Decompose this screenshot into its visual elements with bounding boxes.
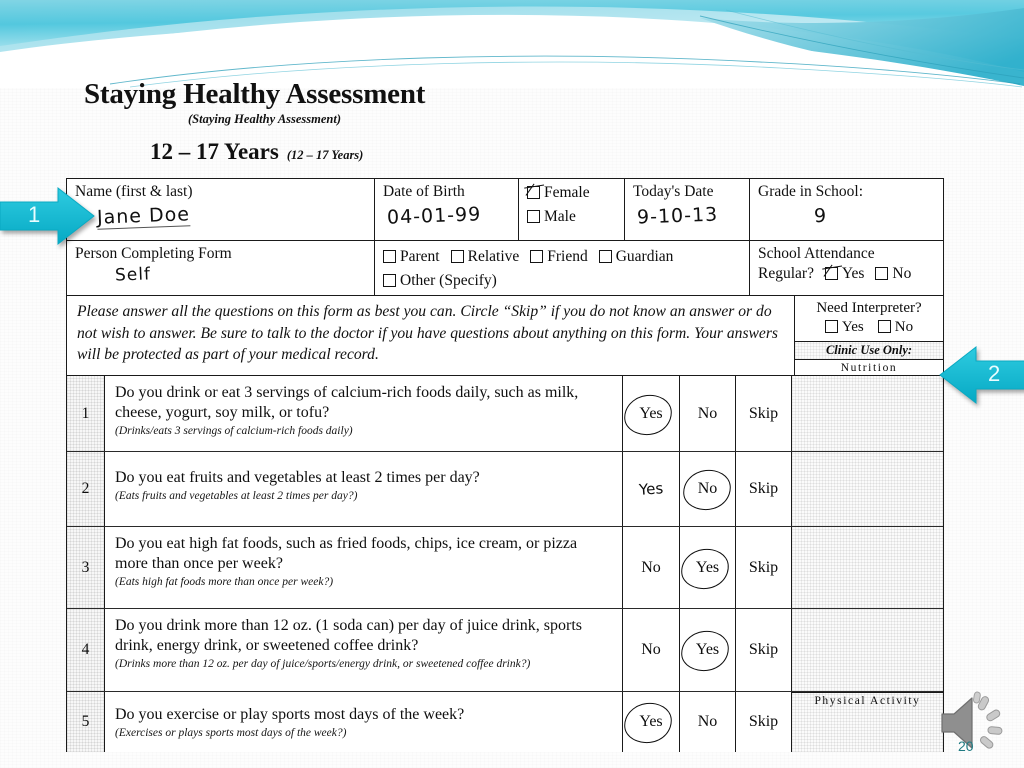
page-title: Staying Healthy Assessment bbox=[84, 78, 426, 110]
section-divider bbox=[792, 692, 943, 693]
header-row-1 bbox=[67, 179, 943, 241]
answer-label: Skip bbox=[748, 713, 779, 730]
answer-option-no[interactable] bbox=[679, 452, 735, 526]
attendance-option-no[interactable] bbox=[875, 262, 911, 286]
clinic-section-physical-activity-label: Physical Activity bbox=[814, 695, 921, 707]
checkbox-other-icon[interactable] bbox=[383, 274, 396, 287]
relationship-option-friend[interactable] bbox=[530, 245, 587, 269]
attendance-option-yes-label: Yes bbox=[841, 265, 865, 282]
answer-label: No bbox=[697, 404, 718, 422]
answer-label: Yes bbox=[635, 711, 666, 733]
answer-option-yes[interactable] bbox=[679, 609, 735, 691]
attendance-option-no-label: No bbox=[892, 265, 912, 282]
answer-option-skip[interactable] bbox=[735, 452, 791, 526]
name-value: Jane Doe bbox=[96, 203, 191, 229]
interpreter-option-yes-label: Yes bbox=[841, 319, 864, 335]
relationship-option-friend-label: Friend bbox=[547, 248, 588, 265]
interpreter-option-no-label: No bbox=[894, 319, 914, 335]
relationship-option-guardian-label: Guardian bbox=[615, 248, 674, 265]
field-school-attendance[interactable] bbox=[749, 241, 943, 295]
checkbox-parent-icon[interactable] bbox=[383, 250, 396, 263]
answer-option-yes[interactable] bbox=[623, 452, 679, 526]
sex-option-female[interactable] bbox=[527, 181, 616, 205]
interpreter-option-yes[interactable] bbox=[825, 319, 864, 335]
question-text: Do you drink or eat 3 servings of calcium-rich foods daily, such as milk, cheese, yogurt, soy milk, or tofu? bbox=[115, 384, 579, 421]
checkbox-female-icon[interactable] bbox=[527, 186, 540, 199]
answer-option-no[interactable] bbox=[679, 376, 735, 451]
answer-label: Yes bbox=[692, 557, 723, 579]
todays-date-label: Today's Date bbox=[633, 183, 714, 200]
table-row bbox=[67, 692, 943, 752]
clinic-use-cell[interactable] bbox=[791, 376, 943, 451]
interpreter-question: Need Interpreter? bbox=[816, 300, 922, 316]
grade-value: 9 bbox=[813, 204, 828, 228]
question-text: Do you eat high fat foods, such as fried foods, chips, ice cream, or pizza more than once per week? bbox=[115, 535, 578, 572]
clinic-use-cell[interactable] bbox=[791, 609, 943, 691]
clinic-use-only-label: Clinic Use Only: bbox=[795, 341, 943, 360]
question-number: 1 bbox=[67, 376, 105, 451]
answer-option-yes[interactable] bbox=[679, 527, 735, 608]
callout-arrow-1 bbox=[0, 186, 96, 246]
answer-label: Skip bbox=[748, 641, 779, 658]
callout-arrow-2 bbox=[938, 345, 1024, 405]
sex-option-male-label: Male bbox=[544, 208, 576, 225]
age-range: 12 – 17 Years bbox=[150, 139, 279, 164]
question-text-cell bbox=[105, 609, 623, 691]
question-number: 3 bbox=[67, 527, 105, 608]
header-row-2 bbox=[67, 241, 943, 295]
question-number: 2 bbox=[67, 452, 105, 526]
checkbox-friend-icon[interactable] bbox=[530, 250, 543, 263]
field-relationship[interactable] bbox=[374, 241, 749, 295]
table-row bbox=[67, 452, 943, 527]
checkbox-male-icon[interactable] bbox=[527, 210, 540, 223]
grade-label: Grade in School: bbox=[758, 183, 864, 200]
answer-option-skip[interactable] bbox=[735, 609, 791, 691]
relationship-option-relative[interactable] bbox=[451, 245, 520, 269]
question-text-cell bbox=[105, 452, 623, 526]
table-row bbox=[67, 527, 943, 609]
field-todays-date[interactable] bbox=[624, 179, 749, 240]
clinic-use-cell-physical-activity[interactable] bbox=[791, 692, 943, 752]
sex-option-female-label: Female bbox=[544, 184, 590, 201]
question-number: 4 bbox=[67, 609, 105, 691]
table-row bbox=[67, 376, 943, 452]
answer-label: Skip bbox=[748, 480, 779, 497]
interpreter-block bbox=[795, 296, 943, 375]
questions-table bbox=[66, 376, 944, 752]
question-text-cell bbox=[105, 376, 623, 451]
field-name[interactable] bbox=[67, 179, 374, 240]
dob-label: Date of Birth bbox=[383, 183, 465, 200]
answer-option-yes[interactable] bbox=[623, 692, 679, 752]
name-label: Name (first & last) bbox=[75, 183, 193, 200]
clinic-use-cell[interactable] bbox=[791, 452, 943, 526]
answer-option-skip[interactable] bbox=[735, 527, 791, 608]
question-paraphrase: (Drinks/eats 3 servings of calcium-rich foods daily) bbox=[115, 425, 353, 437]
callout-1-label: 1 bbox=[28, 202, 41, 227]
decorative-banner bbox=[0, 0, 1024, 88]
answer-option-no[interactable] bbox=[679, 692, 735, 752]
answer-label: Yes bbox=[635, 403, 666, 425]
interpreter-option-no[interactable] bbox=[878, 319, 913, 335]
interpreter-options[interactable] bbox=[795, 317, 943, 336]
question-paraphrase: (Eats high fat foods more than once per week?) bbox=[115, 576, 334, 588]
todays-date-value: 9-10-13 bbox=[636, 203, 719, 229]
answer-option-no[interactable] bbox=[623, 527, 679, 608]
callout-2-label: 2 bbox=[988, 361, 1001, 386]
attendance-options-row[interactable] bbox=[758, 262, 935, 286]
sex-option-male[interactable] bbox=[527, 205, 616, 229]
attendance-question: Regular? bbox=[758, 265, 814, 282]
dob-value: 04-01-99 bbox=[386, 203, 482, 229]
title-block bbox=[84, 78, 704, 165]
checkbox-interpreter-yes-icon[interactable] bbox=[825, 320, 838, 333]
checkbox-interpreter-no-icon[interactable] bbox=[878, 320, 891, 333]
relationship-option-relative-label: Relative bbox=[467, 248, 520, 265]
clinic-use-cell[interactable] bbox=[791, 527, 943, 608]
relationship-option-parent[interactable] bbox=[383, 245, 440, 269]
question-paraphrase: (Eats fruits and vegetables at least 2 times per day?) bbox=[115, 490, 358, 502]
field-person-completing[interactable] bbox=[67, 241, 374, 295]
relationship-option-guardian[interactable] bbox=[599, 245, 674, 269]
answer-label: Yes bbox=[692, 639, 723, 661]
answer-label: Skip bbox=[748, 558, 779, 576]
answer-option-skip[interactable] bbox=[735, 376, 791, 451]
question-text: Do you eat fruits and vegetables at least 2 times per day? bbox=[115, 469, 480, 486]
question-paraphrase: (Drinks more than 12 oz. per day of juice/sports/energy drink, or sweetened coffee drink?) bbox=[115, 658, 531, 670]
answer-option-skip[interactable] bbox=[735, 692, 791, 752]
checkbox-attendance-no-icon[interactable] bbox=[875, 267, 888, 280]
attendance-label: School Attendance bbox=[758, 245, 875, 262]
answer-label-handwritten: Yes bbox=[638, 479, 664, 499]
table-row bbox=[67, 609, 943, 692]
age-range-line bbox=[150, 139, 704, 165]
question-text-cell bbox=[105, 527, 623, 608]
answer-label: No bbox=[641, 641, 661, 658]
relationship-option-parent-label: Parent bbox=[400, 248, 440, 265]
checkbox-guardian-icon[interactable] bbox=[599, 250, 612, 263]
question-text-cell bbox=[105, 692, 623, 752]
checkbox-attendance-yes-icon[interactable] bbox=[825, 267, 838, 280]
page-title-translation: (Staying Healthy Assessment) bbox=[188, 112, 342, 126]
question-paraphrase: (Exercises or plays sports most days of the week?) bbox=[115, 727, 347, 739]
patient-header-table bbox=[66, 178, 944, 296]
field-date-of-birth[interactable] bbox=[374, 179, 518, 240]
field-sex[interactable] bbox=[518, 179, 624, 240]
answer-label: No bbox=[641, 558, 661, 576]
instructions-strip bbox=[66, 296, 944, 376]
page-number: 20 bbox=[958, 738, 974, 754]
attendance-option-yes[interactable] bbox=[825, 262, 865, 286]
relationship-option-other-label: Other (Specify) bbox=[400, 272, 497, 289]
instructions-text: Please answer all the questions on this form as best you can. Circle “Skip” if you do not know an answer or do not wish to answer. Be sure to talk to the doctor if you have questions about anything on this form. Your answers will be protected as part of your medical record. bbox=[67, 296, 795, 375]
answer-option-no[interactable] bbox=[623, 609, 679, 691]
answer-option-yes[interactable] bbox=[623, 376, 679, 451]
question-number: 5 bbox=[67, 692, 105, 752]
question-text: Do you drink more than 12 oz. (1 soda can) per day of juice drink, sports drink, energy drink, or sweetened coffee drink? bbox=[115, 617, 582, 654]
field-grade[interactable] bbox=[749, 179, 943, 240]
answer-label: Skip bbox=[748, 404, 779, 422]
person-completing-value: Self bbox=[114, 264, 152, 286]
checkbox-relative-icon[interactable] bbox=[451, 250, 464, 263]
person-completing-label: Person Completing Form bbox=[75, 245, 232, 262]
question-text: Do you exercise or play sports most days of the week? bbox=[115, 706, 465, 723]
clinic-section-nutrition-label: Nutrition bbox=[840, 362, 898, 374]
answer-label: No bbox=[694, 478, 722, 500]
relationship-option-other[interactable] bbox=[383, 269, 741, 293]
answer-label: No bbox=[697, 713, 718, 730]
relationship-options-row[interactable] bbox=[383, 245, 741, 269]
age-range-translation: (12 – 17 Years) bbox=[286, 148, 364, 162]
